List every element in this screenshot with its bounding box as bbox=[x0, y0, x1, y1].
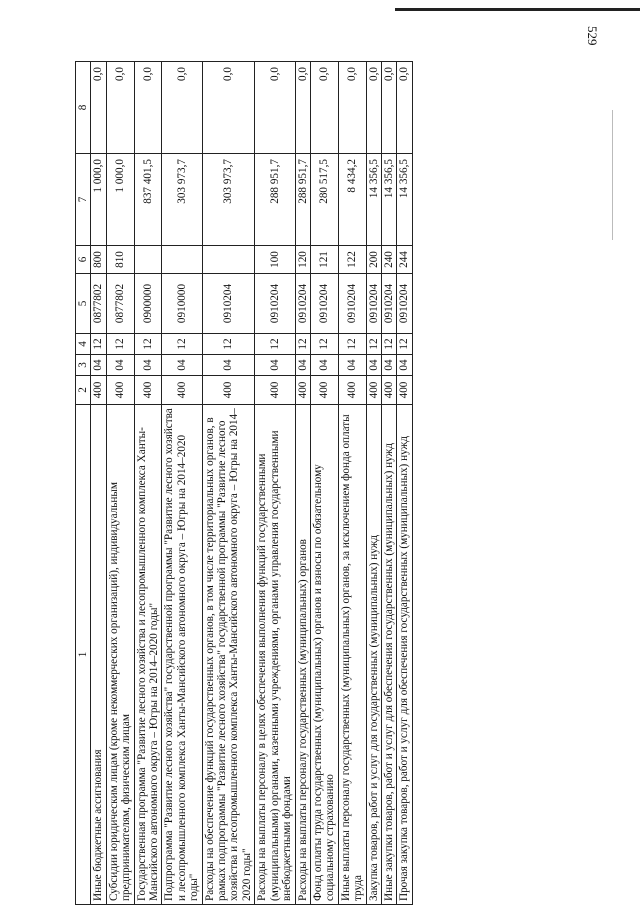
amount: 8 434,2 bbox=[338, 154, 366, 246]
target-article: 0910204 bbox=[397, 274, 412, 334]
table-row bbox=[134, 62, 162, 905]
amount-extra: 0,0 bbox=[397, 62, 412, 154]
table-row bbox=[202, 62, 255, 905]
row-name: Государственная программа "Развитие лесного хозяйства и лесопромышленного комплекса Ханты-Мансийского автономного округа – Югры на 2014–2020 годы" bbox=[134, 405, 162, 905]
table-row bbox=[255, 62, 295, 905]
table-row bbox=[162, 62, 202, 905]
scan-margin-mark bbox=[612, 110, 613, 240]
amount-extra: 0,0 bbox=[91, 62, 106, 154]
subsection-code: 12 bbox=[134, 334, 162, 355]
top-rule bbox=[395, 8, 640, 11]
ministry-code: 400 bbox=[366, 376, 381, 405]
amount-extra: 0,0 bbox=[381, 62, 396, 154]
amount: 288 951,7 bbox=[255, 154, 295, 246]
ministry-code: 400 bbox=[381, 376, 396, 405]
table-row bbox=[106, 62, 134, 905]
target-article: 0910204 bbox=[366, 274, 381, 334]
ministry-code: 400 bbox=[397, 376, 412, 405]
amount: 14 356,5 bbox=[381, 154, 396, 246]
section-code: 04 bbox=[381, 355, 396, 376]
section-code: 04 bbox=[397, 355, 412, 376]
subsection-code: 12 bbox=[295, 334, 310, 355]
header-row bbox=[76, 62, 91, 905]
expense-type: 100 bbox=[255, 246, 295, 274]
amount-extra: 0,0 bbox=[310, 62, 338, 154]
amount-extra: 0,0 bbox=[134, 62, 162, 154]
table-row bbox=[397, 62, 412, 905]
amount-extra: 0,0 bbox=[162, 62, 202, 154]
expense-type bbox=[202, 246, 255, 274]
ministry-code: 400 bbox=[338, 376, 366, 405]
ministry-code: 400 bbox=[310, 376, 338, 405]
amount-extra: 0,0 bbox=[295, 62, 310, 154]
table-row bbox=[310, 62, 338, 905]
ministry-code: 400 bbox=[106, 376, 134, 405]
column-header: 7 bbox=[76, 154, 91, 246]
section-code: 04 bbox=[310, 355, 338, 376]
subsection-code: 12 bbox=[162, 334, 202, 355]
section-code: 04 bbox=[134, 355, 162, 376]
amount-extra: 0,0 bbox=[338, 62, 366, 154]
section-code: 04 bbox=[202, 355, 255, 376]
subsection-code: 12 bbox=[106, 334, 134, 355]
expense-type: 800 bbox=[91, 246, 106, 274]
subsection-code: 12 bbox=[202, 334, 255, 355]
target-article: 0910204 bbox=[338, 274, 366, 334]
column-header: 6 bbox=[76, 246, 91, 274]
amount: 1 000,0 bbox=[106, 154, 134, 246]
row-name: Фонд оплаты труда государственных (муниципальных) органов и взносы по обязательному социальному страхованию bbox=[310, 405, 338, 905]
ministry-code: 400 bbox=[202, 376, 255, 405]
ministry-code: 400 bbox=[255, 376, 295, 405]
expense-type: 244 bbox=[397, 246, 412, 274]
section-code: 04 bbox=[295, 355, 310, 376]
section-code: 04 bbox=[106, 355, 134, 376]
table-row bbox=[381, 62, 396, 905]
table-row bbox=[366, 62, 381, 905]
row-name: Иные закупки товаров, работ и услуг для обеспечения государственных (муниципальных) нужд bbox=[381, 405, 396, 905]
column-header: 4 bbox=[76, 334, 91, 355]
target-article: 0910204 bbox=[255, 274, 295, 334]
section-code: 04 bbox=[162, 355, 202, 376]
target-article: 0910204 bbox=[295, 274, 310, 334]
subsection-code: 12 bbox=[310, 334, 338, 355]
subsection-code: 12 bbox=[381, 334, 396, 355]
table-header bbox=[76, 62, 91, 905]
target-article: 0910204 bbox=[202, 274, 255, 334]
target-article: 0910000 bbox=[162, 274, 202, 334]
row-name: Прочая закупка товаров, работ и услуг для обеспечения государственных (муниципальных) нужд bbox=[397, 405, 412, 905]
target-article: 0877802 bbox=[91, 274, 106, 334]
subsection-code: 12 bbox=[366, 334, 381, 355]
amount: 837 401,5 bbox=[134, 154, 162, 246]
amount: 1 000,0 bbox=[91, 154, 106, 246]
expense-type: 810 bbox=[106, 246, 134, 274]
amount: 303 973,7 bbox=[202, 154, 255, 246]
target-article: 0877802 bbox=[106, 274, 134, 334]
expense-type: 121 bbox=[310, 246, 338, 274]
expense-type: 200 bbox=[366, 246, 381, 274]
row-name: Иные бюджетные ассигнования bbox=[91, 405, 106, 905]
expense-type bbox=[134, 246, 162, 274]
target-article: 0910204 bbox=[310, 274, 338, 334]
ministry-code: 400 bbox=[134, 376, 162, 405]
row-name: Расходы на выплаты персоналу государственных (муниципальных) органов bbox=[295, 405, 310, 905]
budget-table bbox=[75, 61, 413, 905]
amount: 280 517,5 bbox=[310, 154, 338, 246]
expense-type: 122 bbox=[338, 246, 366, 274]
expense-type: 240 bbox=[381, 246, 396, 274]
expense-type bbox=[162, 246, 202, 274]
amount-extra: 0,0 bbox=[202, 62, 255, 154]
column-header: 8 bbox=[76, 62, 91, 154]
amount-extra: 0,0 bbox=[106, 62, 134, 154]
section-code: 04 bbox=[91, 355, 106, 376]
subsection-code: 12 bbox=[255, 334, 295, 355]
amount-extra: 0,0 bbox=[255, 62, 295, 154]
ministry-code: 400 bbox=[295, 376, 310, 405]
table-body bbox=[91, 62, 412, 905]
column-header: 1 bbox=[76, 405, 91, 905]
amount: 288 951,7 bbox=[295, 154, 310, 246]
row-name: Подпрограмма "Развитие лесного хозяйства" государственной программы "Развитие лесного хозяйства и лесопромышленного комплекса Ханты-Мансийского автономного округа – Югры на 2014–2020 годы" bbox=[162, 405, 202, 905]
amount: 14 356,5 bbox=[397, 154, 412, 246]
table-row bbox=[295, 62, 310, 905]
row-name: Расходы на обеспечение функций государственных органов, в том числе территориальных органов, в рамках подпрограммы "Развитие лесного хозяйства" государственной программы "Развитие лесного хозяйства и лесопромышленного комплекса Ханты-Мансийского автономного округа – Югры на 2014–2020 годы" bbox=[202, 405, 255, 905]
row-name: Закупка товаров, работ и услуг для государственных (муниципальных) нужд bbox=[366, 405, 381, 905]
target-article: 0910204 bbox=[381, 274, 396, 334]
row-name: Расходы на выплаты персоналу в целях обеспечения выполнения функций государственными (муниципальными) органами, казенными учреждениями, органами управления государственными внебюджетными фондами bbox=[255, 405, 295, 905]
amount-extra: 0,0 bbox=[366, 62, 381, 154]
expense-type: 120 bbox=[295, 246, 310, 274]
amount: 303 973,7 bbox=[162, 154, 202, 246]
subsection-code: 12 bbox=[91, 334, 106, 355]
column-header: 3 bbox=[76, 355, 91, 376]
section-code: 04 bbox=[338, 355, 366, 376]
section-code: 04 bbox=[255, 355, 295, 376]
target-article: 0900000 bbox=[134, 274, 162, 334]
column-header: 2 bbox=[76, 376, 91, 405]
ministry-code: 400 bbox=[91, 376, 106, 405]
rotated-table-wrapper bbox=[75, 62, 585, 905]
column-header: 5 bbox=[76, 274, 91, 334]
row-name: Субсидии юридическим лицам (кроме некоммерческих организаций), индивидуальным предпринимателям, физическим лицам bbox=[106, 405, 134, 905]
table-row bbox=[338, 62, 366, 905]
ministry-code: 400 bbox=[162, 376, 202, 405]
subsection-code: 12 bbox=[338, 334, 366, 355]
subsection-code: 12 bbox=[397, 334, 412, 355]
row-name: Иные выплаты персоналу государственных (муниципальных) органов, за исключением фонда оплаты труда bbox=[338, 405, 366, 905]
section-code: 04 bbox=[366, 355, 381, 376]
table-row bbox=[91, 62, 106, 905]
amount: 14 356,5 bbox=[366, 154, 381, 246]
page-number: 529 bbox=[585, 26, 600, 46]
